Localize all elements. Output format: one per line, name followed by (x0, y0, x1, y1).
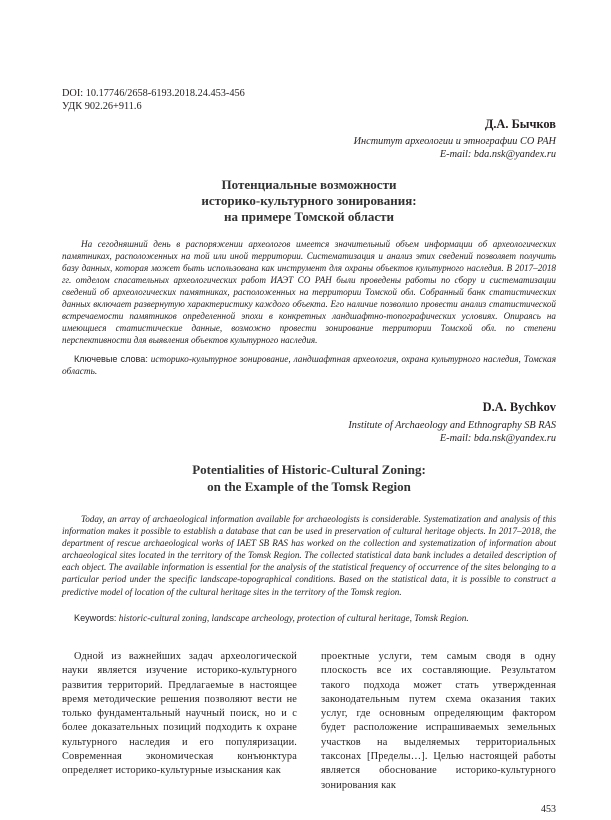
keywords-ru (62, 353, 556, 378)
title-line: on the Example of the Tomsk Region (207, 479, 411, 494)
keywords-text-ru: историко-культурное зонирование, ландшафтная археология, охрана культурного наследия, Томская область. (62, 355, 557, 377)
author-name-ru: Д.А. Бычков (484, 117, 556, 131)
keywords-label-en: Keywords: (74, 613, 117, 623)
keywords-en (62, 612, 556, 625)
affiliation-en: Institute of Archaeology and Ethnography SB RAS (348, 420, 556, 431)
affiliation-block-ru (354, 135, 556, 161)
affiliation-ru: Институт археологии и этнографии СО РАН (353, 136, 556, 147)
author-name-en: D.A. Bychkov (482, 400, 556, 414)
abstract-ru (62, 238, 556, 346)
abstract-text-en: Today, an array of archaeological information available for archaeologists is considerable. Systematization and analysis of this information makes it possible to establish a database that can be used in preservation of cultural heritage objects. In 2017–2018, the department of rescue archaeological works of IAET SB RAS has worked on the collection and systematization of information about archaeological sites located in the territory of the Tomsk Region. The collected statistical data bank includes a detailed description of each object. The available information is essential for the analysis of the statistical frequency of occurrence of the sites belonging to a particular period under the specific landscape-topographical conditions. Based on the statistical data, it is possible to construct a predictive model of location of the cultural heritage sites in the territory of the Tomsk region. (62, 514, 556, 597)
title-line: на примере Томской области (224, 208, 394, 224)
abstract-text-ru: На сегодняшний день в распоряжении археологов имеется значительный объем информации об археологических памятниках, расположенных на той или иной территории. Систематизация и анализ этих сведений позволяет получить базу данных, которая может быть использована как инструмент для охраны объектов культурного наследия. В 2017–2018 гг. отделом спасательных археологических работ ИАЭТ СО РАН были проведены работы по сбору и систематизации сведений об археологических памятниках, расположенных на территории Томской обл. Собранный банк статистических данных включает развернутую характеристику каждого объекта. Его наличие позволило провести анализ статистической встречаемости памятников определенной эпохи в конкретных ландшафтно-топографических условиях. Опираясь на имеющиеся статистические данные, возможно провести зонирование территории Томской обл. по степени перспективности для выявления объектов культурного наследия. (62, 239, 556, 345)
email-en[interactable]: E-mail: bda.nsk@yandex.ru (439, 433, 556, 444)
body-paragraph: Одной из важнейших задач археологической науки является изучение историко-культурного развития территорий. Предлагаемые в настоящее время методические решения позволяют вести не только фундаментальный научный поиск, но и с более доказательных позиций подходить к охране культурного наследия и его популяризации. Современная экономическая конъюнктура определяет историко-культурные изыскания как (62, 651, 297, 777)
body-column-left (62, 650, 297, 779)
keywords-label-ru: Ключевые слова: (74, 354, 148, 364)
title-line: Potentialities of Historic-Cultural Zoning: (192, 462, 426, 477)
article-title-ru (62, 177, 556, 224)
article-meta (62, 88, 245, 113)
title-line: историко-культурного зонирования: (201, 192, 417, 208)
doi[interactable]: DOI: 10.17746/2658-6193.2018.24.453-456 (62, 88, 245, 99)
page-number: 453 (541, 804, 556, 815)
email-ru[interactable]: E-mail: bda.nsk@yandex.ru (439, 149, 556, 160)
title-line: Потенциальные возможности (221, 177, 397, 192)
body-column-right (321, 650, 556, 793)
keywords-text-en: historic-cultural zoning, landscape archeology, protection of cultural heritage, Tomsk Region. (118, 614, 469, 624)
affiliation-block-en (348, 419, 556, 445)
article-title-en (62, 461, 556, 495)
body-paragraph: проектные услуги, тем самым сводя в одну плоскость все их составляющие. Результатом такого подхода может стать утвержденная законодательным путем схема оказания таких услуг, где основным определяющим фактором будет расположение испрашиваемых земельных участков на выделяемых территориальных таксонах [Пределы…]. Целью настоящей работы является обоснование историко-культурного зонирования как (321, 651, 556, 791)
udk-code: УДК 902.26+911.6 (62, 100, 142, 112)
abstract-en (62, 513, 556, 598)
